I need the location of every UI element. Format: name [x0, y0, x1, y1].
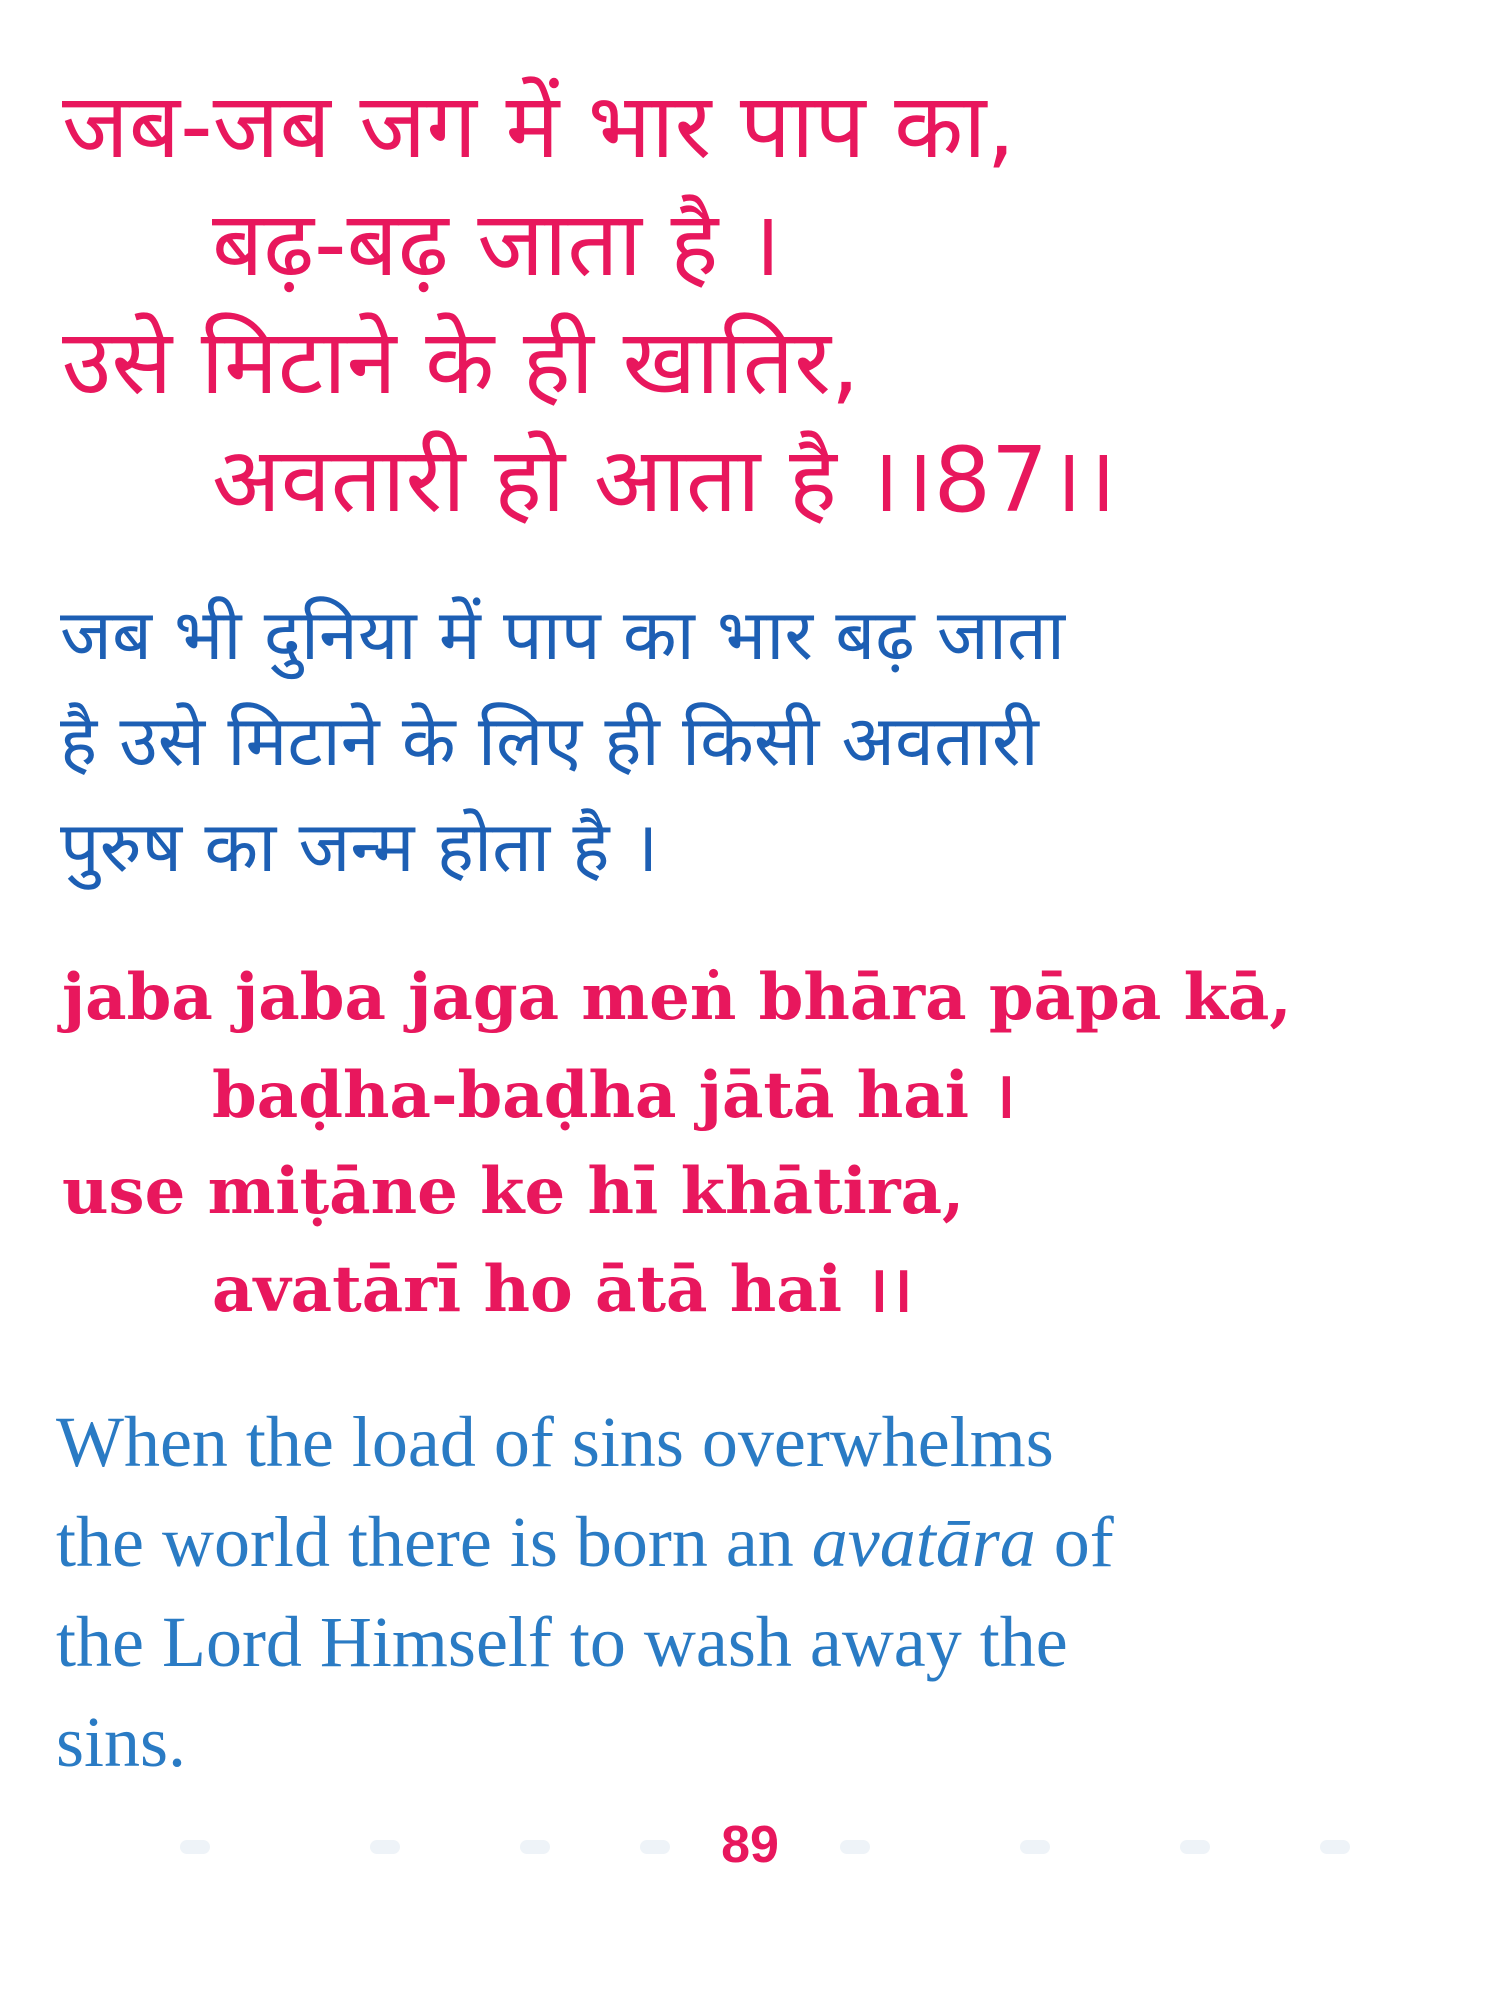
verse-hindi-line-3: उसे मिटाने के ही खातिर, [62, 310, 860, 415]
transliteration-line-1: jaba jaba jaga meṅ bhāra pāpa kā, [62, 960, 1292, 1035]
prose-hindi-line-1: जब भी दुनिया में पाप का भार बढ़ जाता [60, 594, 1065, 676]
transliteration-line-3: use miṭāne ke hī khātira, [62, 1154, 965, 1229]
verse-hindi-line-4: अवतारी हो आता है ।।87।। [212, 428, 1117, 533]
transliteration-line-4: avatārī ho ātā hai ।। [212, 1252, 913, 1327]
page-number: 89 [721, 1816, 779, 1874]
english-avatara-italic: avatāra [811, 1502, 1036, 1582]
english-line-4: sins. [56, 1702, 187, 1782]
english-line-3: the Lord Himself to wash away the [56, 1602, 1068, 1682]
english-line-2-after: of [1035, 1502, 1114, 1582]
english-line-2 [56, 1502, 1114, 1582]
english-line-2-before: the world there is born an [56, 1502, 812, 1582]
verse-hindi-line-2: बढ़-बढ़ जाता है । [212, 192, 782, 297]
prose-hindi-line-2: है उसे मिटाने के लिए ही किसी अवतारी [60, 700, 1039, 782]
prose-hindi-line-3: पुरुष का जन्म होता है । [60, 806, 659, 888]
transliteration-line-2: baḍha-baḍha jātā hai । [212, 1058, 1016, 1133]
verse-hindi-line-1: जब-जब जग में भार पाप का, [62, 74, 1016, 179]
english-line-1: When the load of sins overwhelms [56, 1402, 1054, 1482]
